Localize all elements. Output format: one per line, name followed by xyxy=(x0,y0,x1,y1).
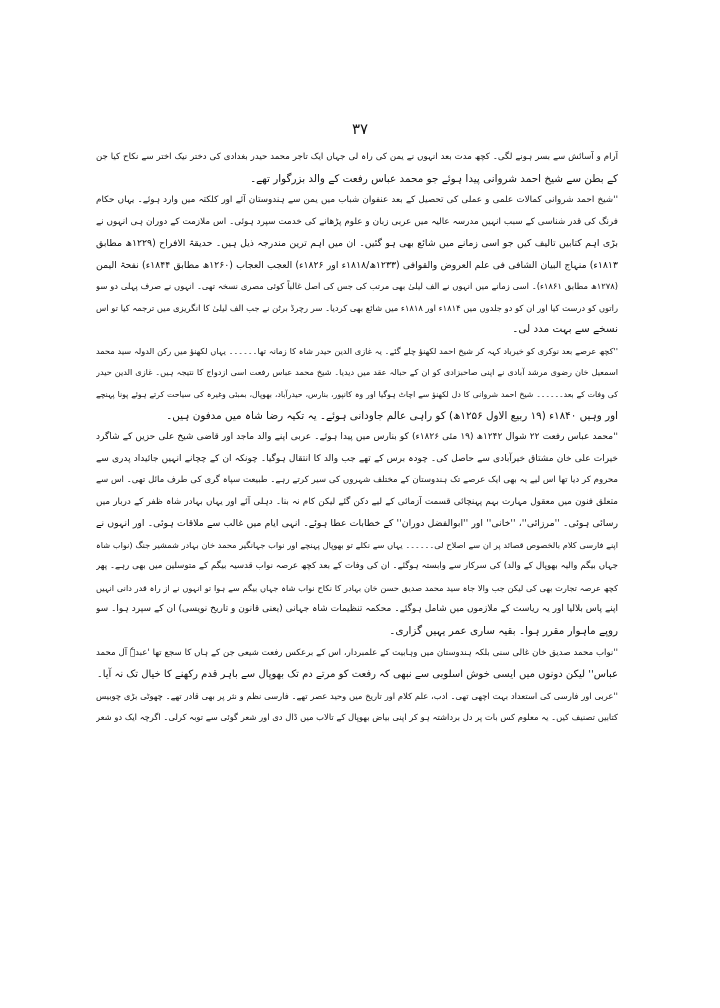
text-line: نسخے سے بہت مدد لی۔ xyxy=(512,323,618,336)
page-number: ۳۷ xyxy=(351,120,369,138)
text-line: اور وہیں ۱۸۴۰ء (۱۹ ربیع الاول ۱۲۵۶ھ) کو راہی عالم جاودانی ہوئے۔ یہ تکیہ رضا شاہ میں مدفون ہیں۔ xyxy=(166,409,618,422)
text-line: جہاں بیگم والیہ بھوپال کے والد) کی سرکار سے وابستہ ہوگئے۔ ان کی وفات کے بعد کچھ عرصہ نواب قدسیہ بیگم کے متوسلین میں بھی رہے۔ پھر xyxy=(96,561,618,572)
text-line: متعلق فنون میں معقول مہارت بہم پہنچائی قسمت آزمائی کے لیے دکن گئے لیکن کام نہ بنا۔ دہلی آئے اور یہاں بہادر شاہ ظفر کے دربار میں xyxy=(96,496,618,507)
text-line: راتوں کو درست کیا اور ان کو دو جلدوں میں ۱۸۱۴ء اور ۱۸۱۸ء میں شائع بھی کردیا۔ سر رچرڈ برٹن نے جب الف لیلیٰ کا انگریزی میں ترجمہ کیا تو اس xyxy=(96,302,618,313)
text-line: روپے ماہوار مقرر ہوا۔ بقیہ ساری عمر یہیں گزاری۔ xyxy=(389,625,618,638)
text-line: اپنے فارسی کلام بالخصوص قصائد پر ان سے اصلاح لی۔۔۔۔۔۔ یہاں سے نکلے تو بھوپال پہنچے اور نواب جہانگیر محمد خان بہادر شمشیر جنگ (نواب شاہ xyxy=(96,539,618,550)
text-line: کی وفات کے بعد۔۔۔۔۔۔ شیخ احمد شروانی کا دل لکھنؤ سے اچاٹ ہوگیا اور وہ کانپور، بنارس، حیدرآباد، بھوپال، بمبئی وغیرہ کی سیاحت کرتے ہوئے پونا پہنچے xyxy=(96,390,618,400)
text-line: کتابیں تصنیف کیں۔ یہ معلوم کس بات پر دل برداشتہ ہو کر اپنی بیاض بھوپال کے تالاب میں ڈال دی اور شعر گوئی سے توبہ کرلی۔ اگرچہ ایک دو شعر xyxy=(96,712,618,723)
text-line: بڑی اہم کتابیں تالیف کیں جو اسی زمانے میں شائع بھی ہو گئیں۔ ان میں اہم ترین مندرجہ ذیل ہیں۔ حدیقۃ الافراح (۱۲۲۹ھ مطابق xyxy=(96,238,618,250)
text-line: ''عربی اور فارسی کی استعداد بہت اچھی تھی۔ ادب، علم کلام اور تاریخ میں وحید عصر تھے۔ فارسی نظم و نثر پر بھی قادر تھے۔ چھوٹی بڑی چوبیس xyxy=(96,690,618,701)
text-line: ''نواب محمد صدیق خان غالی سنی بلکہ ہندوستان میں وہابیت کے علمبردار، اس کے برعکس رفعت شیعی جن کے ہاں کا سجع تھا 'عبدہٗ آل محمد xyxy=(96,647,618,658)
text-line: فرنگ کی قدر شناسی کے سبب انہیں مدرسہ عالیہ میں عربی زبان و علوم پڑھانے کی خدمت سپرد ہوئی۔ اس ملازمت کے دوران ہی انہوں نے xyxy=(96,216,618,227)
text-line: اسمعیل خان رضوی مرشد آبادی نے اپنی صاحبزادی کو ان کے حبالہ عقد میں دیدیا۔ شیخ محمد عباس رفعت اسی ازدواج کا نتیجہ ہیں۔ غازی الدین حیدر xyxy=(96,367,618,378)
text-line: خیرات علی خان مشتاق خیرآبادی سے حاصل کی۔ چودہ برس کے تھے جب والد کا انتقال ہوگیا۔ چونکہ ان کے چچانے انہیں جائیداد پدری سے xyxy=(96,453,618,464)
text-line: ''کچھ عرصے بعد نوکری کو خیرباد کہہ کر شیخ احمد لکھنؤ چلے گئے۔ یہ غازی الدین حیدر شاہ کا زمانہ تھا۔۔۔۔۔۔ یہاں لکھنؤ میں رکن الدولہ سید محمد xyxy=(96,345,618,356)
text-line: ''شیخ احمد شروانی کمالات علمی و عملی کی تحصیل کے بعد عنفوان شباب میں یمن سے ہندوستان آئے اور کلکتہ میں وارد ہوئے۔ یہاں حکام xyxy=(96,195,618,206)
text-line: ۱۸۱۳ء) منہاج البیان الشافی فی علم العروض والقوافی (۱۲۳۳ھ/۱۸۱۸ء اور ۱۸۲۶ء) العجب العجاب (۱۲۶۰ھ مطابق ۱۸۴۴ء) نفحۃ الیمن xyxy=(96,259,618,271)
text-line: کے بطن سے شیخ احمد شروانی پیدا ہوئے جو محمد عباس رفعت کے والد بزرگوار تھے۔ xyxy=(250,172,618,185)
text-line: عباس'' لیکن دونوں میں ایسی خوش اسلوبی سے نبھی کہ رفعت کو مرتے دم تک بھوپال سے باہر قدم رکھنے کا خیال تک نہ آیا۔ xyxy=(96,669,618,681)
text-line: رسائی ہوئی۔ ''مرزائی''، ''خانی'' اور ''ابوالفضل دوران'' کے خطابات عطا ہوئے۔ انہی ایام میں غالب سے ملاقات ہوئی۔ اور انہوں نے xyxy=(96,518,618,530)
text-line: آرام و آسائش سے بسر ہونے لگی۔ کچھ مدت بعد انہوں نے یمن کی راہ لی جہاں ایک تاجر محمد حیدر بغدادی کی دختر نیک اختر سے نکاح کیا جن xyxy=(96,152,618,162)
body-text xyxy=(96,147,618,729)
text-line: (۱۲۷۸ھ مطابق ۱۸۶۱ء)۔ اسی زمانے میں انہوں نے الف لیلیٰ بھی مرتب کی جس کی اصل غالباً کوئی مصری نسخہ تھی۔ انہوں نے صرف پہلی دو سو xyxy=(96,281,618,292)
text-line: اپنے پاس بلالیا اور یہ ریاست کے ملازموں میں شامل ہوگئے۔ محکمہ تنظیمات شاہ جہانی (یعنی قانون و تاریخ نویسی) ان کے سپرد ہوا۔ سو xyxy=(96,604,618,615)
text-line: ''محمد عباس رفعت ۲۲ شوال ۱۲۴۲ھ (۱۹ مئی ۱۸۲۶ء) کو بنارس میں پیدا ہوئے۔ عربی اپنے والد ماجد اور قاضی شیخ علی حزیں کے شاگرد xyxy=(96,432,618,443)
text-line: محروم کر دیا تھا اس لیے یہ بھی ایک عرصے تک ہندوستان کے مختلف شہروں کی سیر کرتے رہے۔ طبیعت سپاہ گری کی طرف مائل تھی۔ اس سے xyxy=(96,475,618,486)
text-line: کچھ عرصہ تجارت بھی کی لیکن جب والا جاہ سید محمد صدیق حسن خان بہادر کا نکاح نواب شاہ جہاں بیگم سے ہوا تو انہوں نے از راہ قدر دانی انہیں xyxy=(96,582,618,593)
